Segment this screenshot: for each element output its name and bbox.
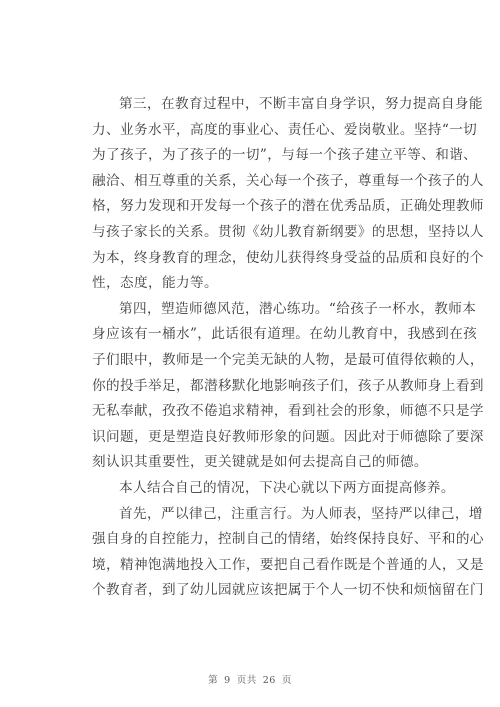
page-label-prefix: 第 — [208, 675, 219, 686]
text-line: 为本，终身教育的理念，使幼儿获得终身受益的品质和良好的个 — [92, 249, 484, 266]
page-label-suffix: 页 — [281, 675, 292, 686]
text-line: 强自身的自控能力，控制自己的情绪，始终保持良好、平和的心 — [92, 531, 484, 548]
text-line: 力、业务水平，高度的事业心、责任心、爱岗敬业。坚持“一切 — [92, 121, 478, 138]
text-line: 为了孩子，为了孩子的一切”，与每一个孩子建立平等、和谐、 — [92, 147, 478, 164]
paragraph-fourth-point — [92, 297, 484, 476]
text-line: 首先，严以律己，注重言行。为人师表，坚持严以律己，增 — [119, 505, 483, 522]
text-line: 境，精神饱满地投入工作，要把自己看作既是个普通的人，又是 — [92, 556, 484, 573]
total-pages: 26 — [262, 675, 276, 686]
page-label-mid: 页共 — [236, 675, 257, 686]
text-line: 你的投手举足，都潜移默化地影响孩子们，孩子从教师身上看到 — [92, 377, 484, 394]
text-line: 个教育者，到了幼儿园就应该把属于个人一切不快和烦恼留在门 — [92, 582, 484, 599]
page-footer — [0, 672, 500, 686]
text-line: 识问题，更是塑造良好教师形象的问题。因此对于师德除了要深 — [92, 428, 484, 445]
text-line: 格，努力发现和开发每一个孩子的潜在优秀品质，正确处理教师 — [92, 198, 484, 215]
text-line: 子们眼中，教师是一个完美无缺的人物，是最可值得依赖的人， — [92, 351, 484, 368]
text-line: 融洽、相互尊重的关系，关心每一个孩子，尊重每一个孩子的人 — [92, 172, 484, 189]
document-body — [92, 92, 484, 604]
text-line: 第三，在教育过程中，不断丰富自身学识，努力提高自身能 — [119, 96, 483, 112]
text-line: 性，态度，能力等。 — [92, 275, 218, 292]
paragraph-first-self-discipline — [92, 502, 484, 604]
text-line: 与孩子家长的关系。贯彻《幼儿教育新纲要》的思想，坚持以人 — [92, 223, 484, 240]
page-number: 9 — [224, 675, 231, 686]
paragraph-self-improvement-intro — [92, 476, 455, 502]
text-line: 第四，塑造师德风范，潜心练功。“给孩子一杯水，教师本 — [119, 300, 477, 317]
text-line: 刻认识其重要性，更关键就是如何去提高自己的师德。 — [92, 454, 428, 471]
text-line: 无私奉献，孜孜不倦追求精神，看到社会的形象，师德不只是学 — [92, 403, 484, 420]
paragraph-third-point — [92, 92, 484, 297]
text-line: 身应该有一桶水”，此话很有道理。在幼儿教育中，我感到在孩 — [92, 326, 478, 343]
text-line: 本人结合自己的情况，下决心就以下两方面提高修养。 — [119, 479, 455, 496]
